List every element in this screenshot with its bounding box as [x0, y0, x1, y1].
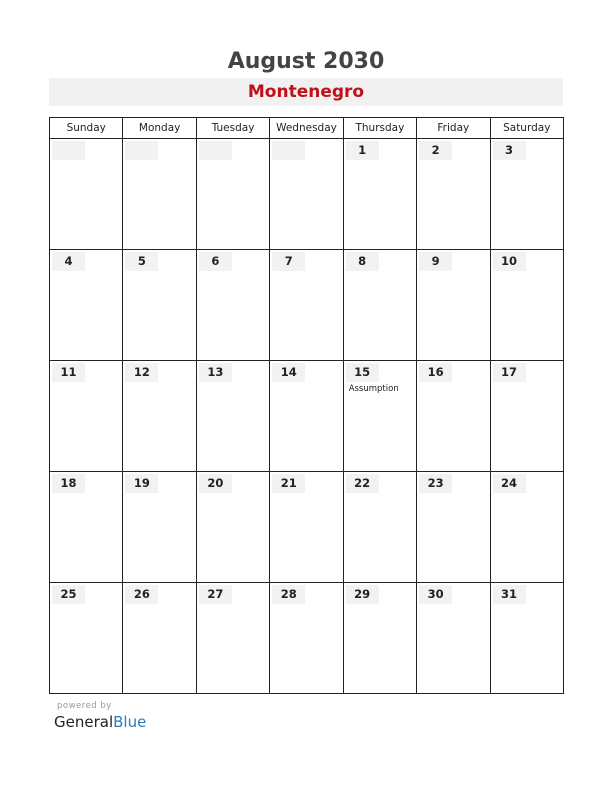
day-number: 14	[272, 363, 305, 382]
day-cell	[50, 250, 123, 361]
day-number: 26	[125, 585, 158, 604]
country-banner	[49, 78, 563, 106]
day-cell	[196, 361, 269, 472]
day-number: 2	[419, 141, 452, 160]
day-cell	[270, 361, 343, 472]
day-cell	[417, 472, 490, 583]
weekday-header-row	[50, 118, 564, 139]
day-number: 28	[272, 585, 305, 604]
weekday-sunday: Sunday	[50, 118, 123, 139]
day-cell	[343, 139, 416, 250]
day-number: 4	[52, 252, 85, 271]
day-cell	[490, 139, 563, 250]
weekday-monday: Monday	[123, 118, 196, 139]
day-cell	[50, 583, 123, 694]
day-cell	[123, 472, 196, 583]
brand-logo	[54, 713, 146, 731]
day-cell	[343, 472, 416, 583]
day-cell	[50, 361, 123, 472]
day-cell	[343, 361, 416, 472]
day-cell	[196, 250, 269, 361]
day-number: 27	[199, 585, 232, 604]
day-cell	[196, 583, 269, 694]
day-cell	[270, 583, 343, 694]
day-cell	[490, 250, 563, 361]
day-cell	[50, 472, 123, 583]
day-number: 9	[419, 252, 452, 271]
day-number: 25	[52, 585, 85, 604]
day-number: 19	[125, 474, 158, 493]
day-cell	[270, 472, 343, 583]
day-number: 10	[493, 252, 526, 271]
day-number: 30	[419, 585, 452, 604]
day-cell	[123, 583, 196, 694]
week-row	[50, 139, 564, 250]
day-number: 6	[199, 252, 232, 271]
week-row	[50, 472, 564, 583]
weekday-friday: Friday	[417, 118, 490, 139]
day-number: 23	[419, 474, 452, 493]
calendar-grid	[49, 117, 564, 694]
day-cell	[196, 472, 269, 583]
day-number: 7	[272, 252, 305, 271]
day-number: 20	[199, 474, 232, 493]
day-number: 29	[346, 585, 379, 604]
day-number: 15	[346, 363, 379, 382]
weekday-tuesday: Tuesday	[196, 118, 269, 139]
page-title: August 2030	[227, 49, 385, 74]
day-number: 13	[199, 363, 232, 382]
day-cell	[490, 472, 563, 583]
empty-day-marker	[125, 141, 158, 160]
country-name: Montenegro	[247, 82, 365, 102]
day-number: 21	[272, 474, 305, 493]
day-number: 12	[125, 363, 158, 382]
brand-general: General	[54, 713, 114, 731]
weekday-saturday: Saturday	[490, 118, 563, 139]
day-number: 8	[346, 252, 379, 271]
day-number: 5	[125, 252, 158, 271]
brand-blue: Blue	[113, 713, 147, 731]
day-number: 22	[346, 474, 379, 493]
day-cell	[270, 139, 343, 250]
day-number: 16	[419, 363, 452, 382]
day-cell	[417, 361, 490, 472]
week-row	[50, 361, 564, 472]
day-number: 31	[493, 585, 526, 604]
day-cell	[50, 139, 123, 250]
weekday-wednesday: Wednesday	[270, 118, 343, 139]
day-cell	[417, 250, 490, 361]
day-number: 17	[493, 363, 526, 382]
day-number: 3	[493, 141, 526, 160]
week-row	[50, 583, 564, 694]
empty-day-marker	[272, 141, 305, 160]
day-cell	[490, 583, 563, 694]
day-cell	[343, 583, 416, 694]
weekday-thursday: Thursday	[343, 118, 416, 139]
empty-day-marker	[52, 141, 85, 160]
day-number: 11	[52, 363, 85, 382]
day-cell	[417, 583, 490, 694]
day-number: 24	[493, 474, 526, 493]
week-row	[50, 250, 564, 361]
day-cell	[196, 139, 269, 250]
day-cell	[123, 361, 196, 472]
holiday-label: Assumption	[348, 384, 399, 394]
powered-by-text: powered by	[57, 701, 112, 711]
day-cell	[123, 139, 196, 250]
day-cell	[270, 250, 343, 361]
empty-day-marker	[199, 141, 232, 160]
day-number: 1	[346, 141, 379, 160]
calendar-body	[50, 139, 564, 694]
day-cell	[417, 139, 490, 250]
day-cell	[343, 250, 416, 361]
day-cell	[490, 361, 563, 472]
day-cell	[123, 250, 196, 361]
day-number: 18	[52, 474, 85, 493]
